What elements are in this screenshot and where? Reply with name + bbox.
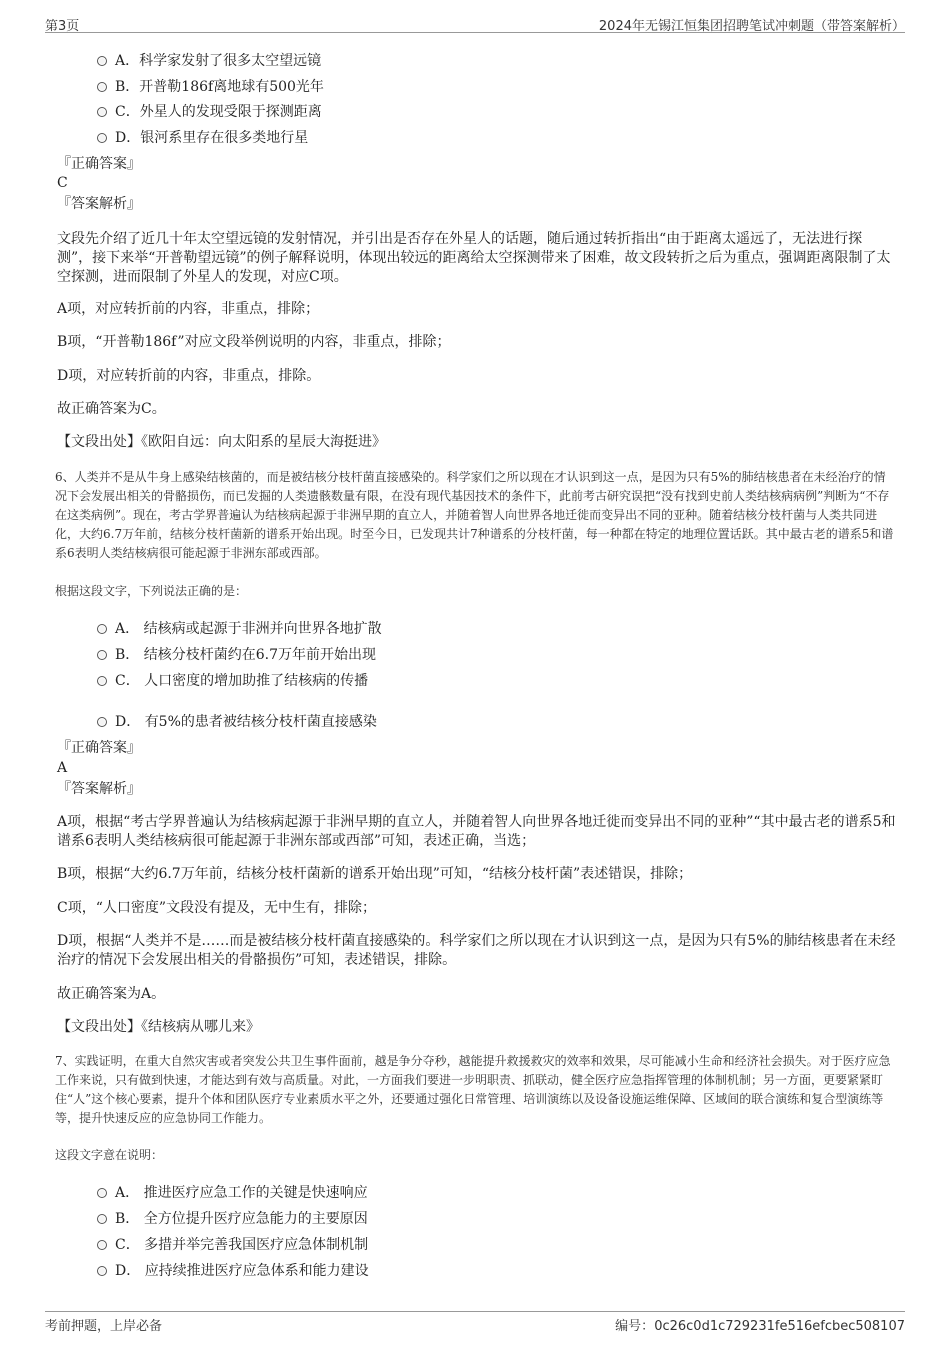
radio-icon[interactable] <box>97 1188 107 1198</box>
radio-icon[interactable] <box>97 82 107 92</box>
page-footer <box>45 1311 905 1336</box>
radio-icon[interactable] <box>97 1240 107 1250</box>
q5-option-d[interactable]: D．银河系里存在很多类地行星 <box>97 127 308 147</box>
q5-answer: C <box>57 175 68 191</box>
page-number: 第3页 <box>45 19 80 34</box>
q7-option-c[interactable]: C． 多措并举完善我国医疗应急体制机制 <box>97 1234 368 1254</box>
q6-question: 根据这段文字，下列说法正确的是： <box>55 584 248 598</box>
page-header <box>45 14 905 33</box>
q5-analysis-a: A项，对应转折前的内容，非重点，排除； <box>57 301 320 317</box>
q5-answer-label: 『正确答案』 <box>57 156 141 172</box>
q5-option-b[interactable]: B．开普勒186f离地球有500光年 <box>97 76 324 96</box>
radio-icon[interactable] <box>97 650 107 660</box>
radio-icon[interactable] <box>97 56 107 66</box>
q6-analysis-b: B项，根据“大约6.7万年前，结核分枝杆菌新的谱系开始出现”可知，“结核分枝杆菌”表述错误，排除； <box>57 866 693 882</box>
radio-icon[interactable] <box>97 676 107 686</box>
q6-answer-label: 『正确答案』 <box>57 740 141 756</box>
q6-analysis-d: D项，根据“人类并不是……而是被结核分枝杆菌直接感染的。科学家们之所以现在才认识到这一点，是因为只有5%的肺结核患者在未经治疗的情况下会发展出相关的骨骼损伤”可知，表述错误，排除。 <box>57 933 896 968</box>
q6-analysis-c: C项，“人口密度”文段没有提及，无中生有，排除； <box>57 900 377 916</box>
document-code-label: 编号： <box>615 1319 655 1334</box>
q6-analysis-label: 『答案解析』 <box>57 781 141 797</box>
q6-option-a[interactable]: A． 结核病或起源于非洲并向世界各地扩散 <box>97 618 382 638</box>
q5-analysis-paragraph: 文段先介绍了近几十年太空望远镜的发射情况，并引出是否存在外星人的话题，随后通过转折指出“由于距离太遥远了，无法进行探测”，接下来举“开普勒望远镜”的例子解释说明，体现出较远的距离给太空探测带来了困难，故文段转折之后为重点，强调距离限制了太空探测，进而限制了外星人的发现，对应C项。 <box>57 231 891 285</box>
q6-source: 【文段出处】《结核病从哪儿来》 <box>57 1019 260 1035</box>
q5-analysis-b: B项，“开普勒186f”对应文段举例说明的内容，非重点，排除； <box>57 334 451 350</box>
q7-option-b[interactable]: B． 全方位提升医疗应急能力的主要原因 <box>97 1208 368 1228</box>
q5-option-c[interactable]: C．外星人的发现受限于探测距离 <box>97 101 322 121</box>
q6-option-c[interactable]: C． 人口密度的增加助推了结核病的传播 <box>97 670 368 690</box>
radio-icon[interactable] <box>97 1266 107 1276</box>
q6-analysis-a: A项，根据“考古学界普遍认为结核病起源于非洲早期的直立人，并随着智人向世界各地迁徙而变异出不同的亚种”“其中最古老的谱系5和谱系6表明人类结核病很可能起源于非洲东部或西部”可知，表述正确，当选； <box>57 814 896 849</box>
q5-analysis-label: 『答案解析』 <box>57 196 141 212</box>
q7-option-d[interactable]: D． 应持续推进医疗应急体系和能力建设 <box>97 1260 369 1280</box>
document-code-value: 0c26c0d1c729231fe516efcbec508107 <box>654 1319 905 1334</box>
q5-option-a[interactable]: A．科学家发射了很多太空望远镜 <box>97 50 321 70</box>
radio-icon[interactable] <box>97 1214 107 1224</box>
q5-conclusion: 故正确答案为C。 <box>57 401 166 417</box>
document-code <box>615 1315 905 1334</box>
radio-icon[interactable] <box>97 133 107 143</box>
q6-option-d[interactable]: D． 有5%的患者被结核分枝杆菌直接感染 <box>97 711 377 731</box>
document-title: 2024年无锡江恒集团招聘笔试冲刺题（带答案解析） <box>598 19 905 34</box>
q7-option-a[interactable]: A． 推进医疗应急工作的关键是快速响应 <box>97 1182 368 1202</box>
radio-icon[interactable] <box>97 624 107 634</box>
q5-source: 【文段出处】《欧阳自远：向太阳系的星辰大海挺进》 <box>57 434 386 450</box>
radio-icon[interactable] <box>97 717 107 727</box>
q6-option-b[interactable]: B． 结核分枝杆菌约在6.7万年前开始出现 <box>97 644 376 664</box>
q7-stem: 7、实践证明，在重大自然灾害或者突发公共卫生事件面前，越是争分夺秒，越能提升救援救灾的效率和效果，尽可能减小生命和经济社会损失。对于医疗应急工作来说，只有做到快速，才能达到有效与高质量。对此，一方面我们要进一步明职责、抓联动，健全医疗应急指挥管理的体制机制；另一方面，更要紧紧盯住“人”这个核心要素，提升个体和团队医疗专业素质水平之外，还要通过强化日常管理、培训演练以及设备设施运维保障、区域间的联合演练和复合型演练等等，提升快速反应的应急协同工作能力。 <box>55 1054 891 1125</box>
q6-answer: A <box>57 760 68 776</box>
footer-slogan: 考前押题，上岸必备 <box>45 1319 163 1334</box>
q5-analysis-d: D项，对应转折前的内容，非重点，排除。 <box>57 368 321 384</box>
q7-question: 这段文字意在说明： <box>55 1148 164 1162</box>
q6-conclusion: 故正确答案为A。 <box>57 986 166 1002</box>
radio-icon[interactable] <box>97 107 107 117</box>
q6-stem: 6、人类并不是从牛身上感染结核菌的，而是被结核分枝杆菌直接感染的。科学家们之所以现在才认识到这一点，是因为只有5%的肺结核患者在未经治疗的情况下会发展出相关的骨骼损伤，而已发掘的人类遗骸数量有限，在没有现代基因技术的条件下，此前考古研究误把“没有找到史前人类结核病病例”判断为“不存在这类病例”。现在，考古学界普遍认为结核病起源于非洲早期的直立人，并随着智人向世界各地迁徙而变异出不同的亚种。随着结核分枝杆菌与人类共同进化，大约6.7万年前，结核分枝杆菌新的谱系开始出现。时至今日，已发现共计7种谱系的分枝杆菌，每一种都在特定的地理位置话跃。其中最古老的谱系5和谱系6表明人类结核病很可能起源于非洲东部或西部。 <box>55 470 894 560</box>
